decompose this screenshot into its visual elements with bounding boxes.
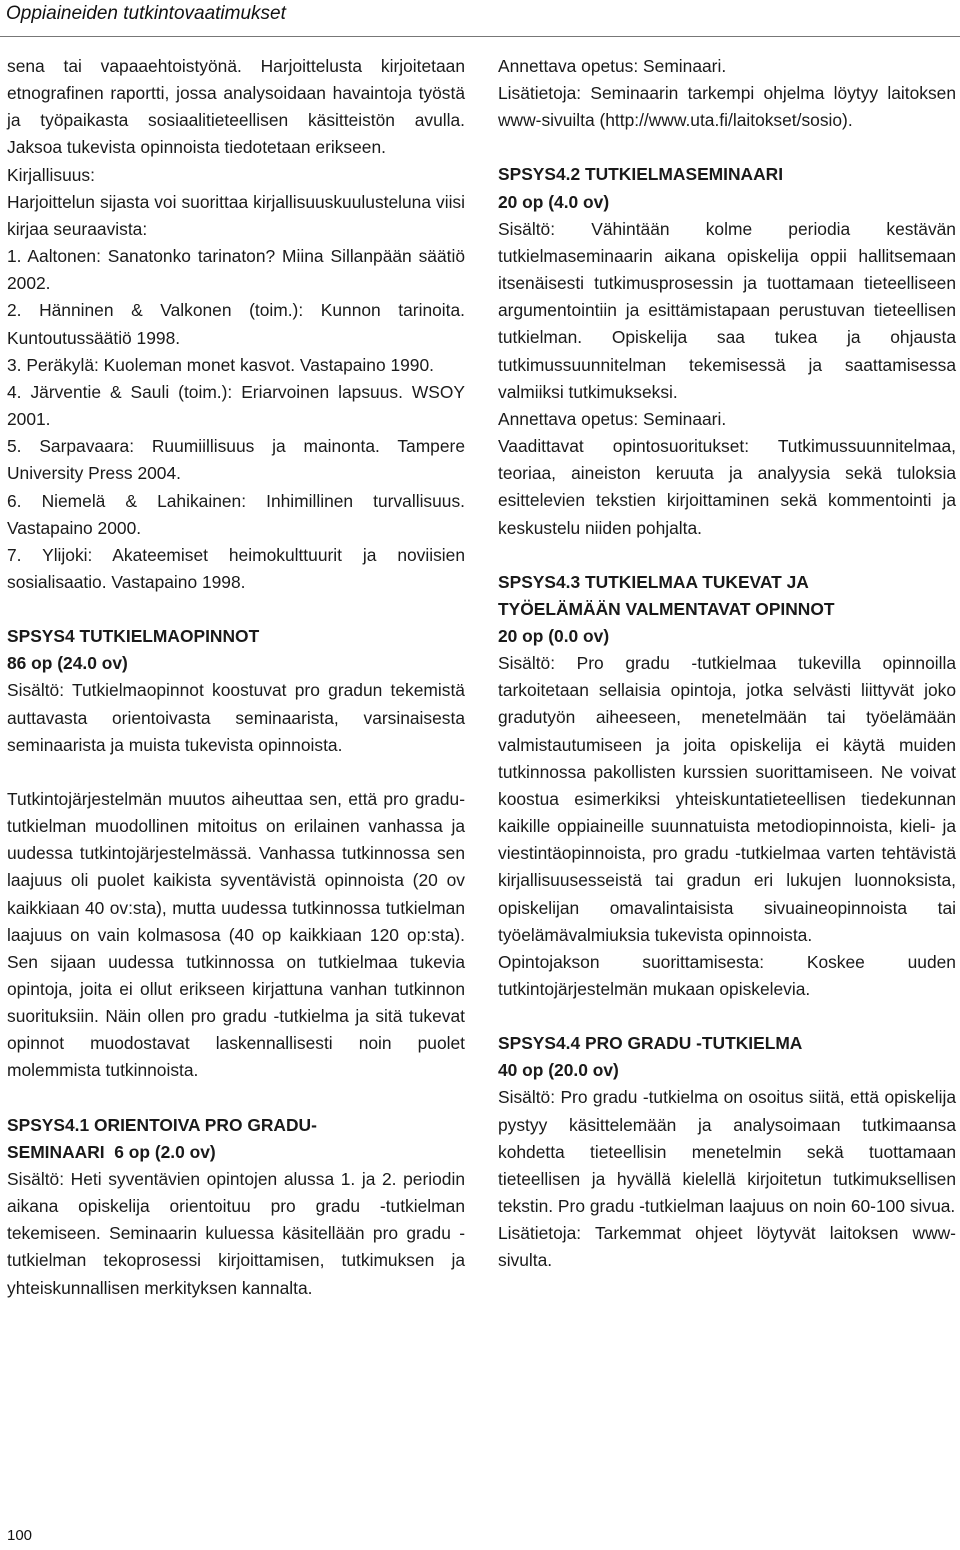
- spsys4-3-opintojakson: [498, 949, 956, 1003]
- opintojakson-label: Opintojakson suorittamisesta:: [498, 951, 765, 972]
- vaadittavat-text: Tutkimussuunnitelmaa, teoriaa, aineiston keruuta ja analyysia sekä tuloksia esittelevien tekstien kirjoittaminen sekä kommentointi ja keskustelu niiden pohjalta.: [498, 436, 956, 538]
- section-heading-spsys4-4: SPSYS4.4 PRO GRADU -TUTKIELMA: [498, 1033, 803, 1054]
- section-credits-spsys4-3: 20 op (0.0 ov): [498, 625, 610, 646]
- section-heading-spsys4-1: SPSYS4.1 ORIENTOIVA PRO GRADU-: [7, 1114, 317, 1135]
- sisalto-label: Sisältö:: [7, 1168, 65, 1189]
- book-item: 1. Aaltonen: Sanatonko tarinaton? Miina Sillanpään säätiö 2002.: [7, 246, 465, 294]
- header-rule: [0, 36, 960, 37]
- section-heading-spsys4-1-cont: SEMINAARI 6 op (2.0 ov): [7, 1141, 216, 1162]
- section-heading-spsys4-3-cont: TYÖELÄMÄÄN VALMENTAVAT OPINNOT: [498, 598, 835, 619]
- sisalto-text: Heti syventävien opintojen alussa 1. ja 2. periodin aikana opiskelija orientoituu pro gradu -tutkielman tekemiseen. Seminaarin kuluessa käsitellään pro gradu -tutkielman tekoprosessi kirjoittamisen, tutkimuksen ja yhteiskunnallisen merkityksen kannalta.: [7, 1168, 465, 1298]
- sisalto-label: Sisältö:: [498, 653, 556, 674]
- spsys4-2-annettava: [498, 406, 956, 433]
- annettava-text: Seminaari.: [643, 408, 727, 429]
- spacer: [498, 1003, 956, 1030]
- running-header-title: Oppiaineiden tutkintovaatimukset: [6, 3, 286, 24]
- spacer: [498, 542, 956, 569]
- sisalto-text: Pro gradu -tutkielma on osoitus siitä, että opiskelija pystyy käsittelemään ja analysoimaan tutkimaansa kohdetta tieteellisin menetelmin sekä tuottamaan tieteellisen ja hyvällä kielellä kirjoitetun tutkimuksellisen tekstin. Pro gradu -tutkielman laajuus on noin 60-100 sivua.: [498, 1087, 956, 1217]
- section-heading-spsys4-2: SPSYS4.2 TUTKIELMASEMINAARI: [498, 164, 784, 185]
- spsys4-4-sisalto: [498, 1084, 956, 1220]
- book-item: 2. Hänninen & Valkonen (toim.): Kunnon tarinoita. Kuntoutussäätiö 1998.: [7, 300, 465, 348]
- section-credits-spsys4: 86 op (24.0 ov): [7, 653, 128, 674]
- left-column: [7, 53, 465, 1302]
- spsys4-1-lisatietoja: [498, 80, 956, 134]
- spacer: [7, 596, 465, 623]
- page-number: 100: [7, 1527, 33, 1544]
- spsys4-1-sisalto: [7, 1166, 465, 1302]
- intro-paragraph: sena tai vapaaehtoistyönä. Harjoittelusta kirjoitetaan etnografinen raportti, jossa analysoidaan havaintoja työstä ja työpaikasta sosiaalitieteellisen käsitteistön avulla. Jaksoa tukevista opinnoista tiedotetaan erikseen.: [7, 56, 465, 158]
- spsys4-2-vaadittavat: [498, 433, 956, 542]
- book-item: 5. Sarpavaara: Ruumiillisuus ja mainonta. Tampere University Press 2004.: [7, 436, 465, 484]
- sisalto-text: Vähintään kolme periodia kestävän tutkielmaseminaarin aikana opiskelija oppii hallitsemaan itsenäisesti tutkimusprosessin ja tuottamaan tieteelliseen argumentointiin ja esittämistapaan perustuvan tieteellisen tutkielman. Opiskelija saa tukea ja ohjausta tutkimussuunnitelman tekemisessä ja saattamisessa valmiiksi tutkimukseksi.: [498, 218, 956, 402]
- spsys4-3-sisalto: [498, 650, 956, 949]
- section-heading-spsys4-3: SPSYS4.3 TUTKIELMAA TUKEVAT JA: [498, 571, 809, 592]
- spsys4-1-annettava: [498, 53, 956, 80]
- spsys4-sisalto: [7, 677, 465, 758]
- vaadittavat-label: Vaadittavat opintosuoritukset:: [498, 436, 750, 457]
- lisatietoja-label: Lisätietoja:: [498, 1223, 582, 1244]
- annettava-text: Seminaari.: [643, 56, 727, 76]
- section-credits-spsys4-2: 20 op (4.0 ov): [498, 191, 610, 212]
- sisalto-label: Sisältö:: [498, 1087, 556, 1108]
- sisalto-text: Pro gradu -tutkielmaa tukevilla opinnoilla tarkoitetaan sellaisia opintoja, jotka selvästi liittyvät joko gradutyön aiheeseen, menetelmään tai työelämään valmistautumiseen ja joita opiskelija ei käytä muiden tutkinnossa pakollisten kurssien suorittamiseen. Ne voivat koostua esimerkiksi yhteiskuntatieteellisen tiedekunnan kaikille oppiaineille suunnatuista metodiopinnoista, kieli- ja viestintäopinnoista, pro gradu -tutkielmaa varten tehtävistä kirjallisuusesseistä tai gradun eri lukujen luonnoksista, opiskelijan omavalintaisista sivuaineopinnoista tai työelämävalmiuksia tukevista opinnoista.: [498, 653, 957, 945]
- book-item: 6. Niemelä & Lahikainen: Inhimillinen turvallisuus. Vastapaino 2000.: [7, 490, 465, 538]
- sisalto-text: Tutkielmaopinnot koostuvat pro gradun tekemistä auttavasta orientoivasta seminaarista, varsinaisesta seminaarista ja muista tukevista opinnoista.: [7, 680, 465, 755]
- right-column: [498, 53, 956, 1275]
- lisatietoja-text: Seminaarin tarkempi ohjelma löytyy laitoksen www-sivuilta (http://www.uta.fi/laitokset/sosio).: [498, 83, 956, 131]
- spsys4-2-sisalto: [498, 216, 956, 406]
- spacer: [7, 1085, 465, 1112]
- section-credits-spsys4-4: 40 op (20.0 ov): [498, 1060, 619, 1081]
- lisatietoja-text: Tarkemmat ohjeet löytyvät laitoksen www-sivulta.: [498, 1223, 956, 1271]
- annettava-label: Annettava opetus:: [498, 56, 639, 76]
- section-heading-spsys4: SPSYS4 TUTKIELMAOPINNOT: [7, 626, 260, 647]
- spsys4-4-lisatietoja: [498, 1220, 956, 1274]
- transition-paragraph: Tutkintojärjestelmän muutos aiheuttaa sen, että pro gradu-tutkielman muodollinen mitoitus on erilainen vanhassa ja uudessa tutkintojärjestelmässä. Vanhassa tutkinnossa sen laajuus oli puolet kaikista syventävistä opinnoista (20 ov kaikkiaan 40 ov:sta), mutta uudessa tutkinnossa tutkielman laajuus on vain kolmasosa (40 op kaikkiaan 120 op:sta). Sen sijaan uudessa tutkinnossa on tutkielmaa tukevia opintoja, joita ei ollut erikseen kirjattuna vanhan tutkinnon suorituksiin. Näin ollen pro gradu -tutkielma ja sitä tukevat opinnot muodostavat laskennallisesti noin puolet molemmista tutkinnoista.: [7, 788, 465, 1081]
- sisalto-label: Sisältö:: [7, 680, 65, 701]
- opintojakson-text: Koskee uuden tutkintojärjestelmän mukaan opiskelevia.: [498, 951, 956, 999]
- spacer: [498, 134, 956, 161]
- spacer: [7, 759, 465, 786]
- kirjallisuus-label: Kirjallisuus:: [7, 164, 95, 185]
- book-item: 4. Järventie & Sauli (toim.): Eriarvoinen lapsuus. WSOY 2001.: [7, 381, 465, 430]
- annettava-label: Annettava opetus:: [498, 408, 639, 429]
- lisatietoja-label: Lisätietoja:: [498, 83, 582, 104]
- book-item: 7. Ylijoki: Akateemiset heimokulttuurit ja noviisien sosialisaatio. Vastapaino 1998.: [7, 544, 465, 592]
- kirjallisuus-text: Harjoittelun sijasta voi suorittaa kirjallisuuskuulusteluna viisi kirjaa seuraavista:: [7, 191, 465, 239]
- sisalto-label: Sisältö:: [498, 218, 556, 239]
- page-header: [0, 0, 960, 38]
- book-item: 3. Peräkylä: Kuoleman monet kasvot. Vastapaino 1990.: [7, 354, 434, 375]
